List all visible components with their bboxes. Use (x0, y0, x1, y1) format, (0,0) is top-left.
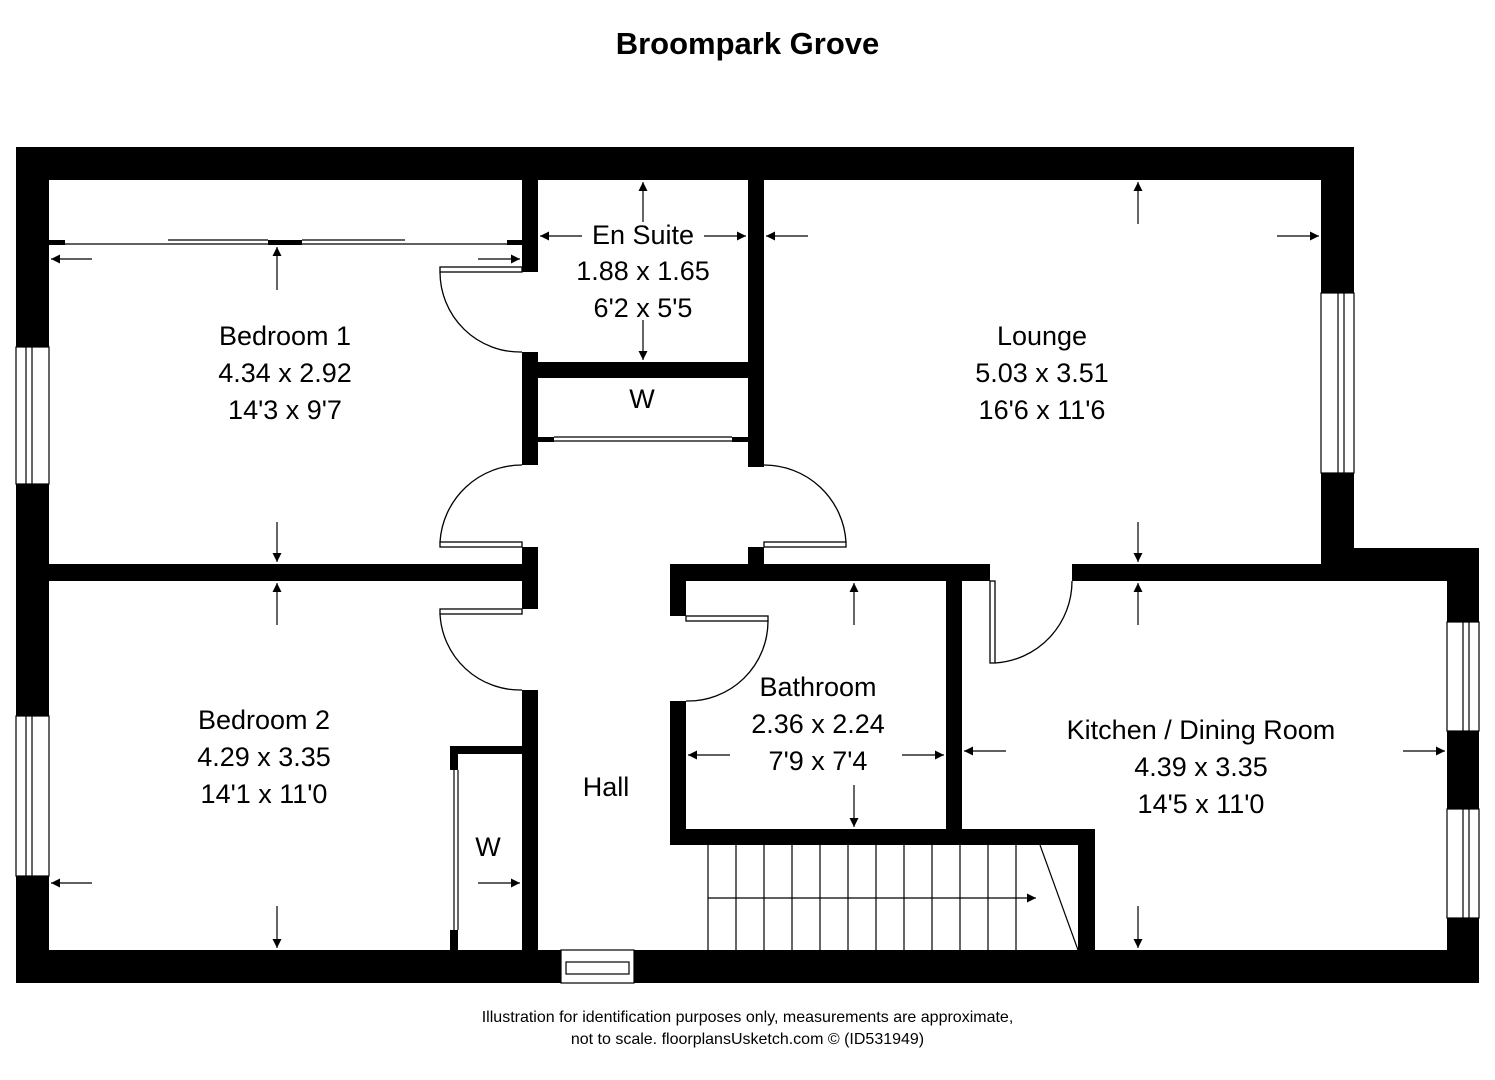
bedroom1-wardrobe-sliders (49, 240, 522, 245)
room-imperial-size: 14'5 x 11'0 (1137, 789, 1265, 819)
stair-right-wall (1078, 829, 1095, 950)
room-metric-size: 4.39 x 3.35 (1134, 752, 1268, 782)
disclaimer-line-2: not to scale. floorplansUsketch.com © (ID531949) (570, 1031, 925, 1048)
bedroom1-hall-door (440, 465, 522, 547)
room-name: Kitchen / Dining Room (1066, 715, 1336, 745)
room-name: Lounge (996, 321, 1088, 351)
front-door-frame (561, 950, 634, 983)
room-metric-size: 2.36 x 2.24 (751, 709, 885, 739)
left-wall-mid (16, 484, 49, 716)
lounge-right-wall-top (1321, 147, 1354, 293)
bathroom-right-wall (946, 564, 962, 845)
room-imperial-size: 6'2 x 5'5 (593, 293, 693, 323)
bathroom-left-wall-bottom (670, 701, 686, 845)
hall-wardrobe-sliders (538, 437, 748, 442)
wardrobe2-wall-left-bottom (450, 930, 458, 950)
wardrobe-label-bedroom2: W (475, 832, 501, 862)
room-metric-size: 4.34 x 2.92 (218, 358, 352, 388)
bathroom-door (686, 616, 768, 701)
bedroom1-ensuite-wall-bottom (522, 352, 538, 465)
bedroom2-hall-door (440, 609, 522, 690)
hall-left-wall-b (522, 690, 538, 950)
room-metric-size: 1.88 x 1.65 (576, 256, 710, 286)
room-lounge (975, 321, 1109, 425)
room-bedroom-2 (197, 705, 331, 809)
walls (16, 147, 1479, 983)
ensuite-right-wall (748, 180, 764, 467)
room-labels (197, 220, 1335, 862)
wardrobe2-wall-left-top (450, 746, 458, 770)
room-name: Bathroom (759, 672, 877, 702)
wardrobe-label-hall: W (629, 384, 655, 414)
bottom-wall-right (634, 950, 1479, 983)
lounge-bottom-wall-left (670, 564, 990, 581)
disclaimer-line-1: Illustration for identification purposes only, measurements are approximate, (481, 1009, 1014, 1026)
wardrobe2-wall-top (450, 746, 522, 754)
room-name: Bedroom 2 (197, 705, 331, 735)
ensuite-bottom-wall (538, 362, 748, 378)
kitchen-right-wall-bottom (1447, 918, 1479, 983)
left-wall-top (16, 147, 49, 347)
room-metric-size: 5.03 x 3.51 (975, 358, 1109, 388)
bottom-wall-left (16, 950, 561, 983)
lounge-bottom-wall-right (1072, 564, 1354, 581)
bedroom1-window (16, 347, 49, 484)
bedroom2-window (16, 716, 49, 876)
bathroom-left-wall-top (670, 564, 686, 616)
room-imperial-size: 14'1 x 11'0 (200, 779, 328, 809)
kitchen-right-wall-top (1447, 548, 1479, 622)
lounge-window (1321, 293, 1354, 473)
room-en-suite (576, 220, 710, 323)
bedroom1-ensuite-door (440, 267, 522, 352)
kitchen-right-wall-mid (1447, 731, 1479, 809)
plan-title: Broompark Grove (615, 26, 880, 61)
kitchen-lounge-door (990, 581, 1072, 663)
top-wall (16, 147, 1354, 180)
bedrooms-divider-wall (49, 564, 538, 581)
room-bedroom-1 (218, 321, 352, 425)
bedroom1-ensuite-wall-top (522, 180, 538, 272)
room-metric-size: 4.29 x 3.35 (197, 742, 331, 772)
staircase (708, 845, 1078, 950)
room-imperial-size: 7'9 x 7'4 (768, 746, 868, 776)
room-imperial-size: 16'6 x 11'6 (978, 395, 1106, 425)
hall-left-wall-a (522, 547, 538, 609)
lounge-hall-door (764, 465, 846, 547)
room-hall: Hall (582, 772, 630, 802)
room-imperial-size: 14'3 x 9'7 (228, 395, 342, 425)
kitchen-window-top (1447, 622, 1479, 731)
room-name: Bedroom 1 (218, 321, 352, 351)
room-bathroom (751, 672, 885, 776)
kitchen-window-bottom (1447, 809, 1479, 918)
stair-top-wall (670, 829, 1095, 845)
bedroom2-wardrobe-sliders (454, 770, 458, 930)
room-kitchen-dining (1067, 715, 1336, 819)
room-name: En Suite (591, 220, 695, 250)
